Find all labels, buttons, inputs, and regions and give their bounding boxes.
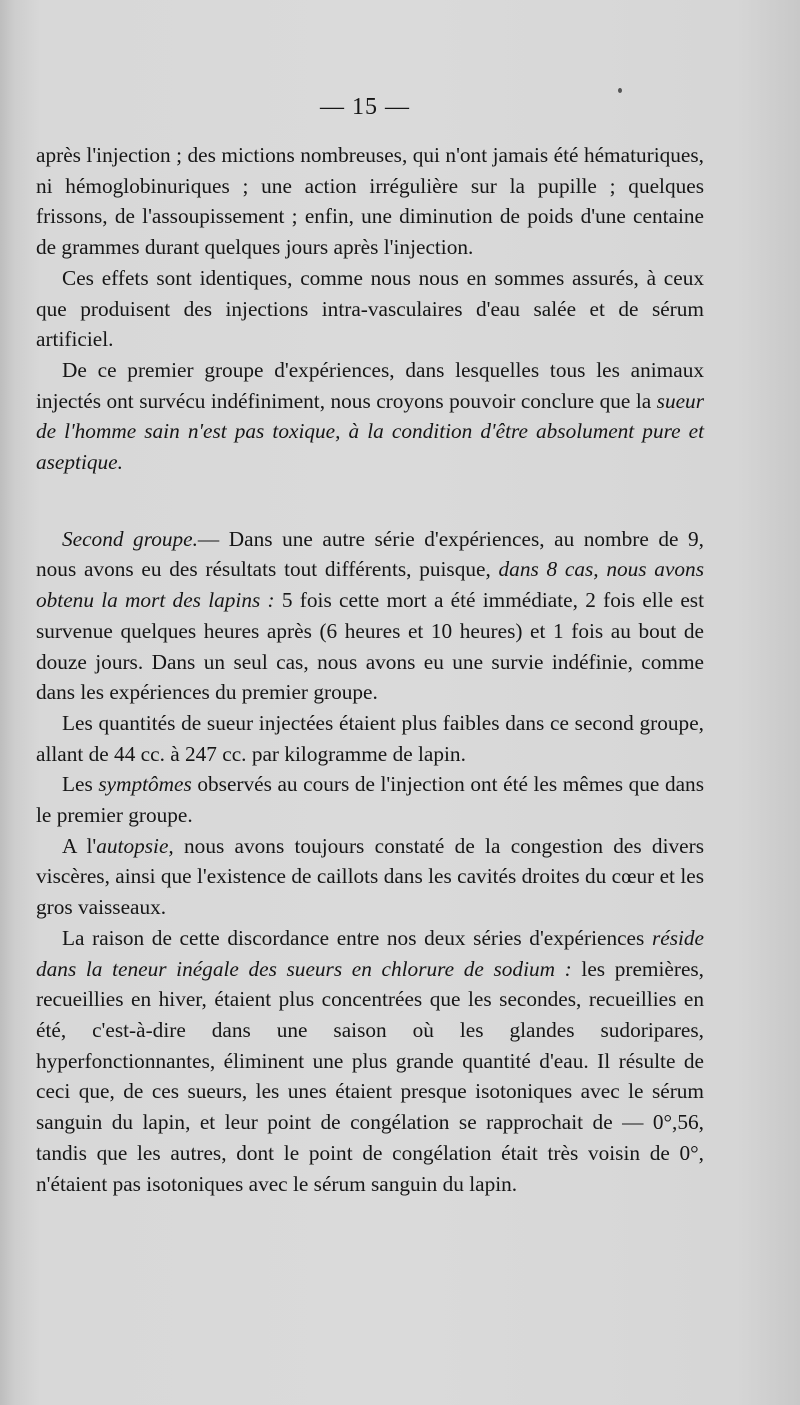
section-heading: Second groupe. bbox=[62, 526, 198, 551]
paragraph bbox=[36, 355, 704, 478]
italic-run: dans 8 cas, nous avons obtenu la mort des lapins : bbox=[36, 557, 704, 613]
text-run: 5 fois cette mort a été immédiate, 2 fois elle est survenue quelques heures après (6 heures et 10 heures) et 1 fois au bout de douze jours. Dans un seul cas, nous avons eu une survie indéfinie, comme dans les expériences du premier groupe. bbox=[36, 588, 704, 705]
paragraph bbox=[36, 769, 704, 830]
paragraph bbox=[36, 923, 704, 1199]
text-run: les premières, recueillies en hiver, étaient plus concentrées que les secondes, recueillies en été, c'est-à-dire dans une saison où les glandes sudoripares, hyperfonctionnantes, éliminent une plus grande quantité d'eau. Il résulte de ceci que, de ces sueurs, les unes étaient presque isotoniques avec le sérum sanguin du lapin, et leur point de congélation se rapprochait de — 0°,56, tandis que les autres, dont le point de congélation était très voisin de 0°, n'étaient pas isotoniques avec le sérum sanguin du lapin. bbox=[36, 956, 705, 1196]
italic-run: symptômes bbox=[98, 772, 192, 797]
text-run: observés au cours de l'injection ont été les mêmes que dans le premier groupe. bbox=[36, 772, 704, 828]
italic-run: sueur de l'homme sain n'est pas toxique, à la condition d'être absolument pure et aseptique. bbox=[36, 388, 704, 475]
paragraph bbox=[36, 831, 704, 923]
text-run: — Dans une autre série d'expériences, au nombre de 9, nous avons eu des résultats tout différents, puisque, bbox=[36, 526, 704, 582]
section-gap bbox=[36, 478, 704, 524]
italic-run: réside dans la teneur inégale des sueurs en chlorure de sodium : bbox=[36, 925, 704, 981]
paragraph bbox=[36, 708, 704, 769]
italic-run: autopsie, bbox=[96, 833, 174, 858]
text-run: Les quantités de sueur injectées étaient plus faibles dans ce second groupe, allant de 44 cc. à 247 cc. par kilogramme de lapin. bbox=[36, 710, 704, 766]
paragraph bbox=[36, 263, 704, 355]
text-run: A l' bbox=[62, 833, 97, 858]
text-run: nous avons toujours constaté de la congestion des divers viscères, ainsi que l'existence de caillots dans les cavités droites du cœur et les gros vaisseaux. bbox=[36, 833, 704, 920]
ink-speck bbox=[618, 88, 622, 93]
text-run: après l'injection ; des mictions nombreuses, qui n'ont jamais été hématuriques, ni hémoglobinuriques ; une action irrégulière sur la pupille ; quelques frissons, de l'assoupissement ; enfin, une diminution de poids d'une centaine de grammes durant quelques jours après l'injection. bbox=[36, 143, 704, 260]
paragraph bbox=[36, 524, 704, 708]
page-number: — 15 — bbox=[320, 94, 410, 120]
text-run: Les bbox=[62, 772, 99, 797]
body-text bbox=[36, 140, 704, 1199]
text-run: Ces effets sont identiques, comme nous nous en sommes assurés, à ceux que produisent des injections intra-vasculaires d'eau salée et de sérum artificiel. bbox=[36, 265, 704, 352]
paragraph bbox=[36, 140, 704, 263]
text-run: De ce premier groupe d'expériences, dans lesquelles tous les animaux injectés ont survécu indéfiniment, nous croyons pouvoir conclure que la bbox=[36, 357, 704, 413]
text-run: La raison de cette discordance entre nos deux séries d'expériences bbox=[62, 925, 652, 950]
